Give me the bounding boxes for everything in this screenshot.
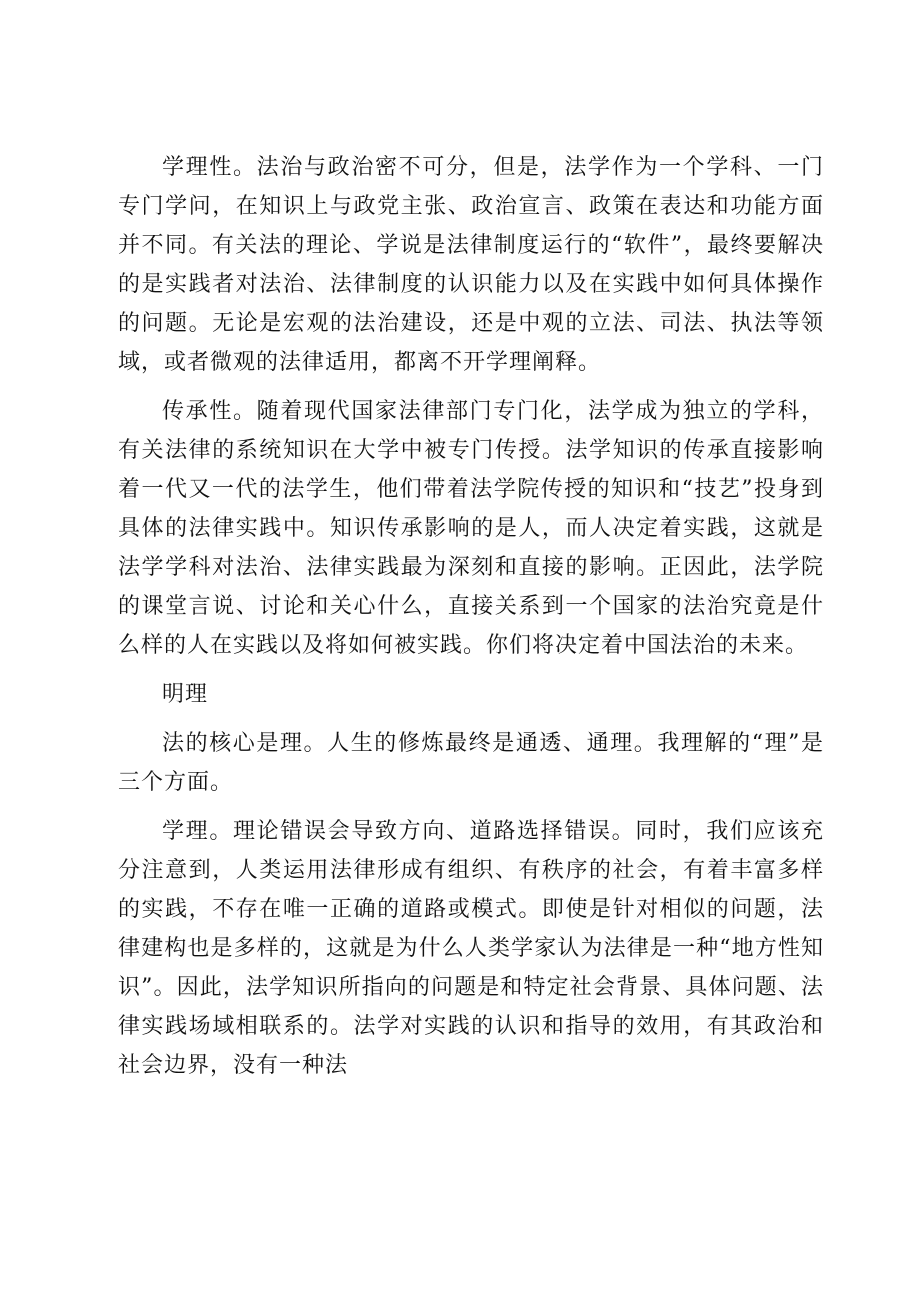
section-heading-mingli: 明理 [162, 682, 209, 707]
document-body [118, 148, 824, 1095]
paragraph-core-of-law: 法的核心是理。人生的修炼最终是通透、通理。我理解的“理”是三个方面。 [118, 731, 824, 795]
paragraph-inheritance: 传承性。随着现代国家法律部门专门化，法学成为独立的学科，有关法律的系统知识在大学中被专门传授。法学知识的传承直接影响着一代又一代的法学生，他们带着法学院传授的知识和“技艺”投身到具体的法律实践中。知识传承影响的是人，而人决定着实践，这就是法学学科对法治、法律实践最为深刻和直接的影响。正因此，法学院的课堂言说、讨论和关心什么，直接关系到一个国家的法治究竟是什么样的人在实践以及将如何被实践。你们将决定着中国法治的未来。 [118, 399, 824, 658]
paragraph-theory: 学理。理论错误会导致方向、道路选择错误。同时，我们应该充分注意到，人类运用法律形成有组织、有秩序的社会，有着丰富多样的实践，不存在唯一正确的道路或模式。即使是针对相似的问题，法律建构也是多样的，这就是为什么人类学家认为法律是一种“地方性知识”。因此，法学知识所指向的问题是和特定社会背景、具体问题、法律实践场域相联系的。法学对实践的认识和指导的效用，有其政治和社会边界，没有一种法 [118, 819, 824, 1078]
paragraph-academic-nature: 学理性。法治与政治密不可分，但是，法学作为一个学科、一门专门学问，在知识上与政党主张、政治宣言、政策在表达和功能方面并不同。有关法的理论、学说是法律制度运行的“软件”，最终要解决的是实践者对法治、法律制度的认识能力以及在实践中如何具体操作的问题。无论是宏观的法治建设，还是中观的立法、司法、执法等领域，或者微观的法律适用，都离不开学理阐释。 [118, 155, 824, 375]
